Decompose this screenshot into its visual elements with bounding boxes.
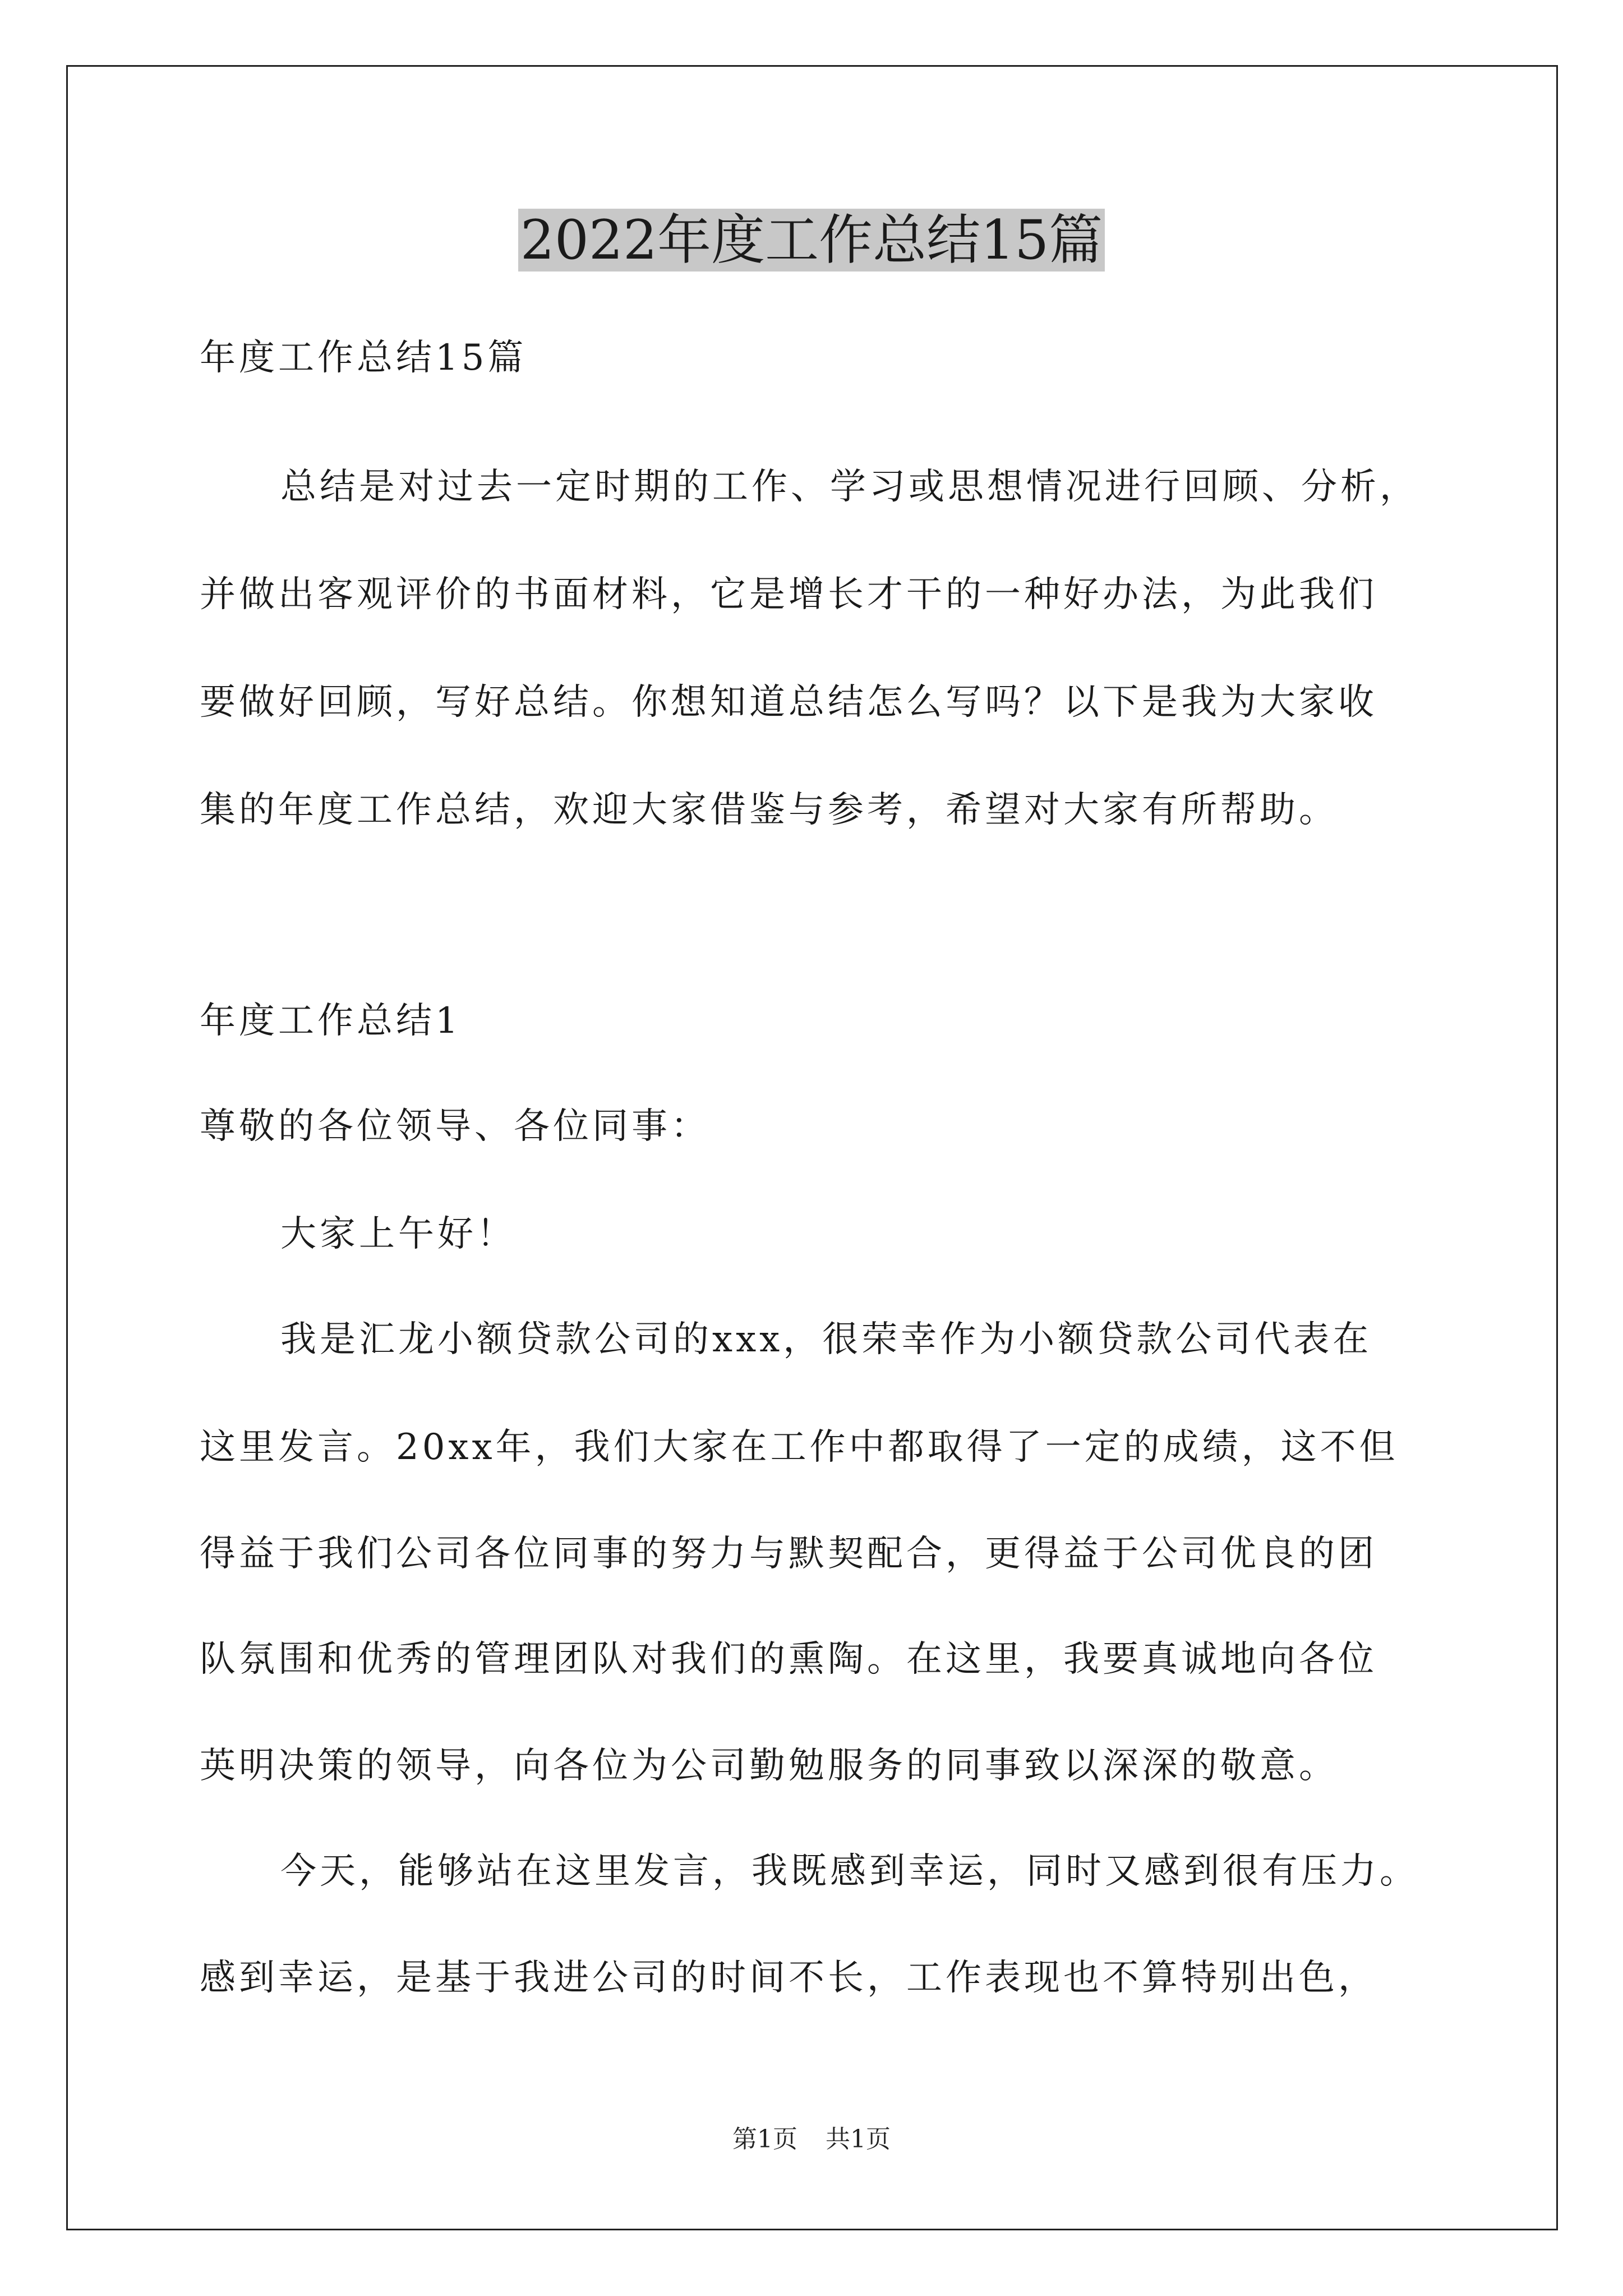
body-paragraph-line: 英明决策的领导，向各位为公司勤勉服务的同事致以深深的敬意。: [200, 1745, 1338, 1787]
section-heading: 年度工作总结1: [200, 1000, 462, 1042]
page-number: 第1页: [732, 2125, 797, 2154]
subtitle-line: 年度工作总结15篇: [200, 337, 527, 379]
body-paragraph-line: 这里发言。20xx年，我们大家在工作中都取得了一定的成绩，这不但: [200, 1427, 1399, 1468]
intro-paragraph-line: 集的年度工作总结，欢迎大家借鉴与参考，希望对大家有所帮助。: [200, 789, 1338, 831]
body-paragraph-line: 我是汇龙小额贷款公司的xxx，很荣幸作为小额贷款公司代表在: [280, 1319, 1372, 1360]
greeting-line: 大家上午好！: [280, 1213, 516, 1255]
body-paragraph-line: 今天，能够站在这里发言，我既感到幸运，同时又感到很有压力。: [280, 1851, 1419, 1892]
intro-paragraph-line: 总结是对过去一定时期的工作、学习或思想情况进行回顾、分析，: [280, 466, 1419, 508]
document-title: [0, 206, 1623, 274]
body-paragraph-line: 感到幸运，是基于我进公司的时间不长，工作表现也不算特别出色，: [200, 1957, 1377, 1999]
intro-paragraph-line: 要做好回顾，写好总结。你想知道总结怎么写吗？以下是我为大家收: [200, 682, 1377, 723]
page-total: 共1页: [826, 2125, 891, 2154]
document-title-text: 2022年度工作总结15篇: [518, 209, 1105, 272]
page-footer: [0, 2124, 1623, 2155]
body-paragraph-line: 得益于我们公司各位同事的努力与默契配合，更得益于公司优良的团: [200, 1533, 1377, 1575]
intro-paragraph-line: 并做出客观评价的书面材料，它是增长才干的一种好办法，为此我们: [200, 574, 1377, 615]
body-paragraph-line: 队氛围和优秀的管理团队对我们的熏陶。在这里，我要真诚地向各位: [200, 1639, 1377, 1680]
salutation-line: 尊敬的各位领导、各位同事：: [200, 1106, 710, 1147]
